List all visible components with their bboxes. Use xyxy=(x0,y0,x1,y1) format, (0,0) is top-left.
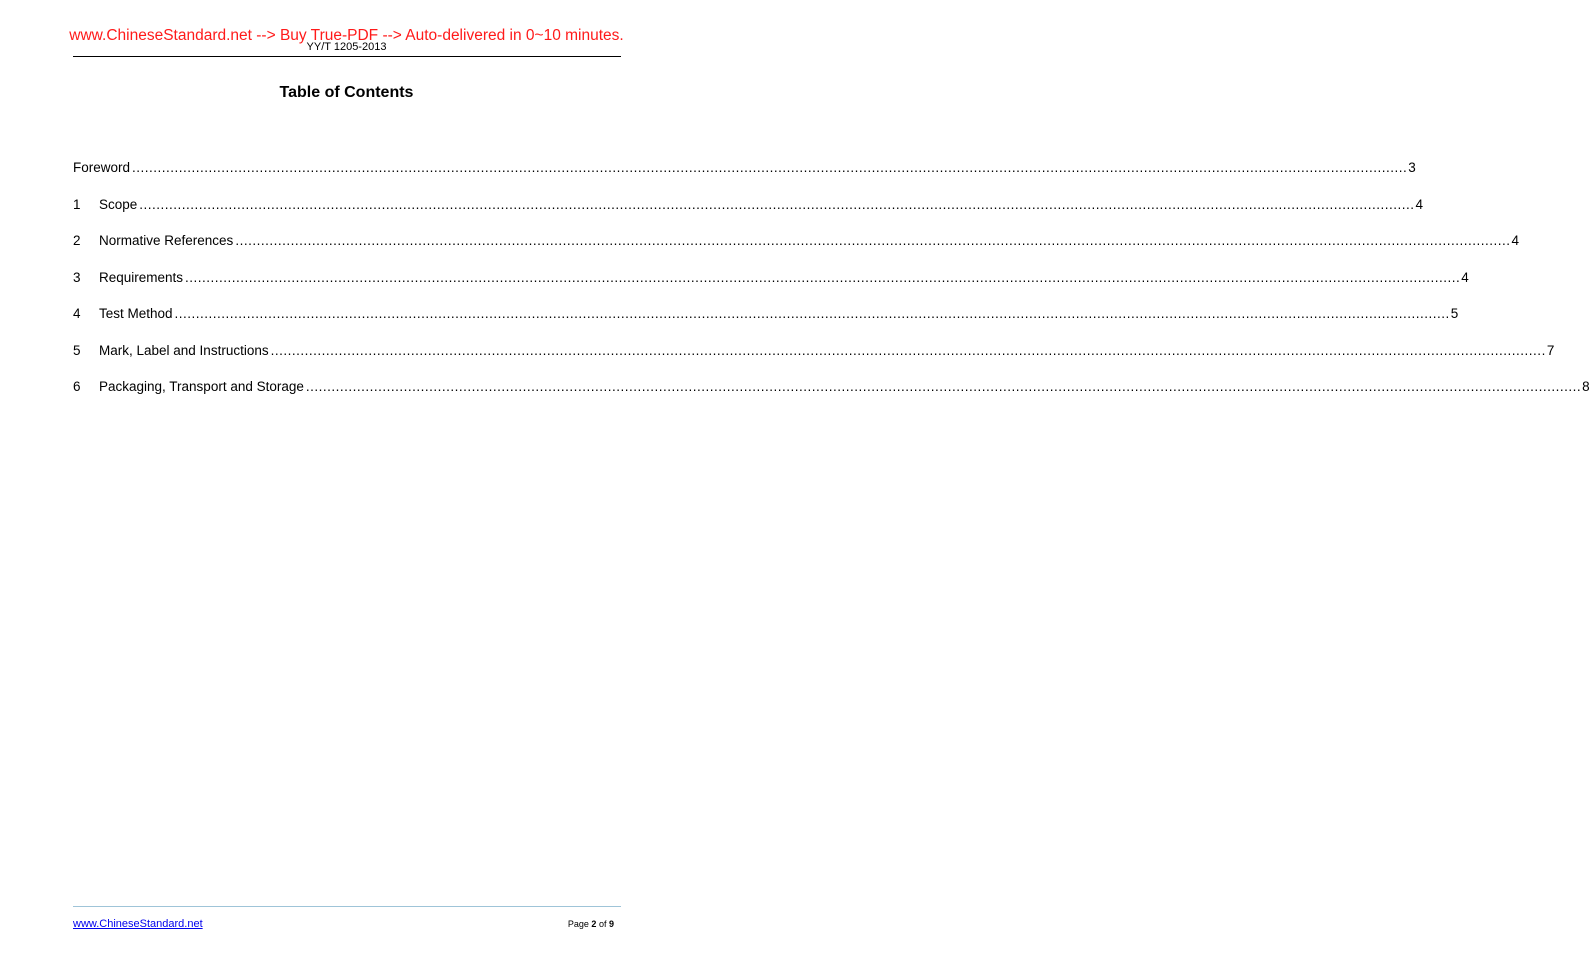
toc-entry-packaging-transport-storage[interactable] xyxy=(73,379,1590,416)
toc-entry-number: 5 xyxy=(73,342,81,358)
toc-dot-leader: ............................................................................................................................................................................................................................................................................................................ xyxy=(235,233,1511,248)
toc-entry-label: Test Method xyxy=(99,306,173,321)
toc-entry-label: Normative References xyxy=(99,233,234,248)
toc-entry-page: 4 xyxy=(1511,233,1520,248)
header-banner-link[interactable]: www.ChineseStandard.net --> Buy True-PDF --> Auto-delivered in 0~10 minutes. xyxy=(69,27,624,44)
page-title: Table of Contents xyxy=(279,84,414,101)
toc-entry-test-method[interactable] xyxy=(73,306,1459,343)
table-of-contents xyxy=(73,160,1590,416)
toc-dot-leader: ............................................................................................................................................................................................................................................................................................................ xyxy=(132,160,1408,175)
footer-website-link[interactable]: www.ChineseStandard.net xyxy=(73,918,203,930)
toc-entry-page: 5 xyxy=(1450,306,1459,321)
toc-entry-label: Packaging, Transport and Storage xyxy=(99,379,304,394)
toc-entry-requirements[interactable] xyxy=(73,269,1469,307)
page-number-prefix: Page xyxy=(567,919,589,929)
toc-entry-label: Requirements xyxy=(99,269,184,285)
document-code: YY/T 1205-2013 xyxy=(306,41,387,53)
toc-entry-mark-label-instructions[interactable] xyxy=(73,342,1555,380)
toc-entry-page: 4 xyxy=(1461,269,1469,285)
page-number-of: of xyxy=(598,919,607,929)
toc-dot-leader: ............................................................................................................................................................................................................................................................................................................ xyxy=(139,196,1415,212)
toc-entry-number: 1 xyxy=(73,196,81,212)
header-divider xyxy=(73,56,621,57)
toc-entry-number: 3 xyxy=(73,269,81,285)
footer-divider xyxy=(73,906,621,907)
toc-entry-label: Foreword xyxy=(73,160,131,175)
toc-entry-number: 2 xyxy=(73,233,81,248)
toc-entry-number: 6 xyxy=(73,379,81,394)
toc-dot-leader: ............................................................................................................................................................................................................................................................................................................ xyxy=(270,342,1546,358)
toc-entry-number: 4 xyxy=(73,306,81,321)
toc-entry-page: 3 xyxy=(1408,160,1416,175)
toc-entry-scope[interactable] xyxy=(73,196,1424,234)
toc-entry-label: Scope xyxy=(99,196,138,212)
toc-entry-page: 4 xyxy=(1415,196,1424,212)
toc-entry-foreword[interactable] xyxy=(73,160,1416,197)
toc-entry-page: 7 xyxy=(1546,342,1555,358)
toc-dot-leader: ............................................................................................................................................................................................................................................................................................................ xyxy=(185,269,1461,285)
toc-dot-leader: ............................................................................................................................................................................................................................................................................................................ xyxy=(174,306,1450,321)
page-number-total: 9 xyxy=(608,919,614,929)
toc-entry-page: 8 xyxy=(1582,379,1590,394)
toc-dot-leader: ............................................................................................................................................................................................................................................................................................................ xyxy=(305,379,1582,394)
page-number-current: 2 xyxy=(591,919,597,929)
toc-entry-label: Mark, Label and Instructions xyxy=(99,342,269,358)
page-number xyxy=(568,918,614,931)
toc-entry-normative-references[interactable] xyxy=(73,233,1520,270)
